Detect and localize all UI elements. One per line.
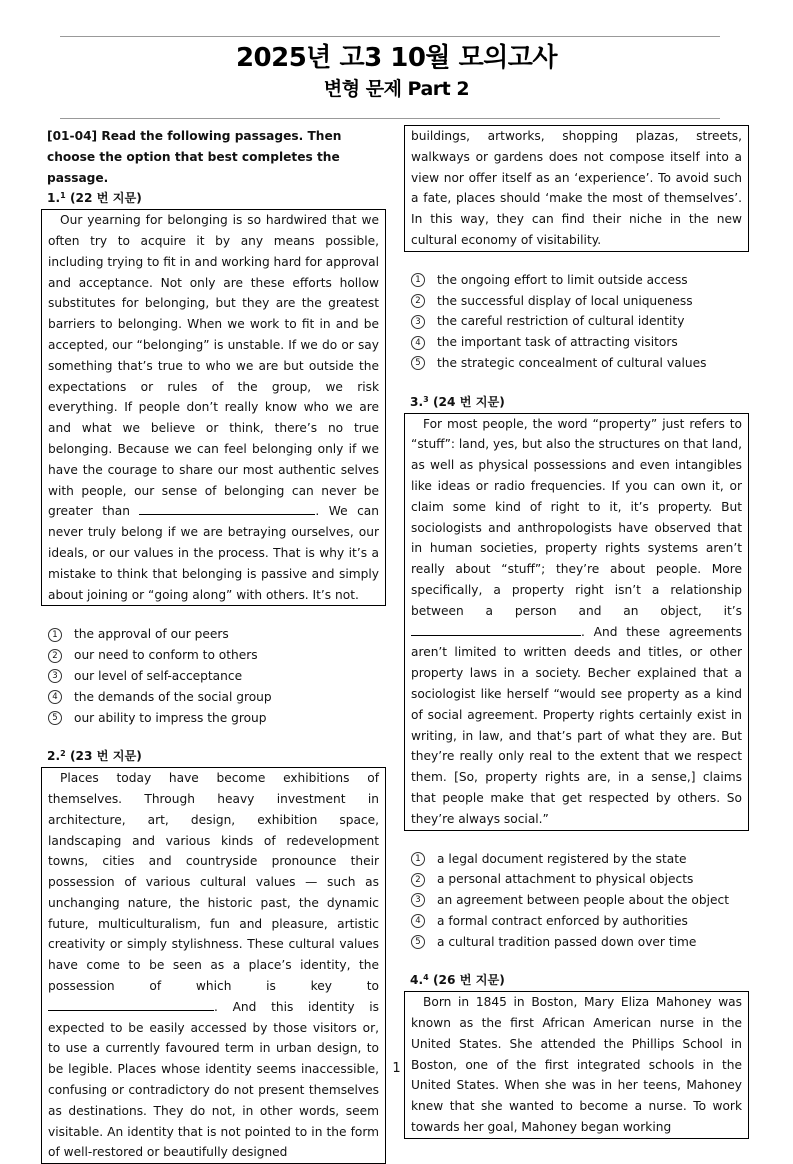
question-1-options [41,624,386,728]
question-2-option-2[interactable]: 2 the successful display of local uniqueness [410,291,749,312]
question-1-option-2[interactable]: 2 our need to conform to others [47,645,386,666]
option-circle-number: 3 [48,669,62,683]
question-1-option-4[interactable]: 4 the demands of the social group [47,687,386,708]
option-circle-number: 5 [411,935,425,949]
right-column [404,125,749,1139]
question-2-option-4[interactable]: 4 the important task of attracting visitors [410,332,749,353]
option-circle-number: 5 [48,711,62,725]
question-1-option-3[interactable]: 3 our level of self-acceptance [47,666,386,687]
question-3-option-2[interactable]: 2 a personal attachment to physical objects [410,869,749,890]
page-number: 1 [392,1061,401,1076]
question-1-passage: Our yearning for belonging is so hardwired that we often try to acquire it by any means possible, including trying to fit in and working hard for approval and acceptance. Not only are these efforts hollow substitutes for belonging, but they are the greatest barriers to belonging. When we work to fit in and be accepted, our “belonging” is unstable. If we do or say something that’s true to who we are but outside the expectations or rules of the group, we risk everything. If people don’t really know who we are and what we believe or think, there’s no true belonging. Because we can feel belonging only if we have the courage to share our most authentic selves with people, our sense of belonging can never be greater than . We can never truly belong if we are betraying ourselves, our ideals, or our values in the process. That is why it’s a mistake to think that belonging is passive and simply about joining or “going along” with others. It’s not. [41,209,386,606]
question-1-option-1[interactable]: 1 the approval of our peers [47,624,386,645]
option-circle-number: 5 [411,356,425,370]
answer-blank [139,501,315,515]
option-circle-number: 2 [411,294,425,308]
option-circle-number: 1 [411,852,425,866]
question-2-options [404,270,749,374]
question-3-options [404,849,749,953]
page-title: 2025년 고3 10월 모의고사 [235,43,558,73]
option-circle-number: 3 [411,893,425,907]
question-2-option-5[interactable]: 5 the strategic concealment of cultural values [410,353,749,374]
question-1-option-5[interactable]: 5 our ability to impress the group [47,708,386,729]
option-circle-number: 1 [411,273,425,287]
question-3-passage: For most people, the word “property” just refers to “stuff”: land, yes, but also the structures on that land, as well as physical possessions and even intangibles like ideas or radio frequencies. If you can own it, or claim some kind of right to it, it’s property. But sociologists and anthropologists have observed that in human societies, property rights systems aren’t really about “stuff”; they’re about people. More specifically, a property right isn’t a relationship between a person and an object, it’s . And these agreements aren’t limited to written deeds and titles, or other property laws in a society. Becher explained that a sociologist like herself “would see property as a kind of social agreement. Property rights certainly exist in writing, in law, and that’s part of what they are. But they’re really only real to the extent that we respect them. [So, property rights are, in a sense,] claims that people make that get respected by others. So they’re always social.” [404,413,749,831]
question-3-header: 3.$^3$ (24 번 지문) [410,394,505,409]
question-3-option-4[interactable]: 4 a formal contract enforced by authorities [410,911,749,932]
option-circle-number: 4 [411,914,425,928]
question-1-header: 1.$^1$ (22 번 지문) [47,191,142,206]
option-circle-number: 4 [48,690,62,704]
option-circle-number: 3 [411,315,425,329]
question-4-header: 4.$^4$ (26 번 지문) [410,973,505,988]
header-rule [60,118,720,119]
question-2-option-3[interactable]: 3 the careful restriction of cultural identity [410,311,749,332]
instructions: [01-04] Read the following passages. Then choose the option that best completes the passage. [47,129,342,185]
question-2-option-1[interactable]: 1 the ongoing effort to limit outside access [410,270,749,291]
option-circle-number: 1 [48,628,62,642]
question-2-header: 2.$^2$ (23 번 지문) [47,749,142,764]
page-subtitle: 변형 문제 Part 2 [323,78,470,100]
question-3-option-3[interactable]: 3 an agreement between people about the object [410,890,749,911]
question-3-option-5[interactable]: 5 a cultural tradition passed down over time [410,932,749,953]
answer-blank [48,997,214,1011]
question-2-passage-continued: buildings, artworks, shopping plazas, streets, walkways or gardens does not compose itself into a view nor offer itself as an ‘experience’. To avoid such a fate, places should ‘make the most of themselves’. In this way, they can find their niche in the new cultural economy of visitability. [404,125,749,252]
question-3-option-1[interactable]: 1 a legal document registered by the state [410,849,749,870]
option-circle-number: 2 [411,873,425,887]
answer-blank [411,622,581,636]
option-circle-number: 2 [48,649,62,663]
question-2-passage: Places today have become exhibitions of themselves. Through heavy investment in architecture, art, design, exhibition space, landscaping and various kinds of redevelopment towns, cities and countryside pronounce their possession of various cultural values — such as unchanging nature, the historic past, the dynamic future, multiculturalism, fun and pleasure, artistic creativity or simply stylishness. These cultural values have come to be seen as a place’s identity, the possession of which is key to . And this identity is expected to be easily accessed by those visitors or, to use a currently favoured term in urban design, to be legible. Places whose identity seems inaccessible, confusing or contradictory do not present themselves as destinations. They do not, in other words, seem visitable. An identity that is not pointed to in the form of well-restored or beautifully designed [41,767,386,1164]
option-circle-number: 4 [411,336,425,350]
question-4-passage: Born in 1845 in Boston, Mary Eliza Mahoney was known as the first African American nurse in the United States. She attended the Phillips School in Boston, one of the first integrated schools in the United States. When she was in her teens, Mahoney knew that she wanted to become a nurse. To work towards her goal, Mahoney began working [404,991,749,1139]
top-rule [60,36,720,37]
left-column [41,125,386,1164]
